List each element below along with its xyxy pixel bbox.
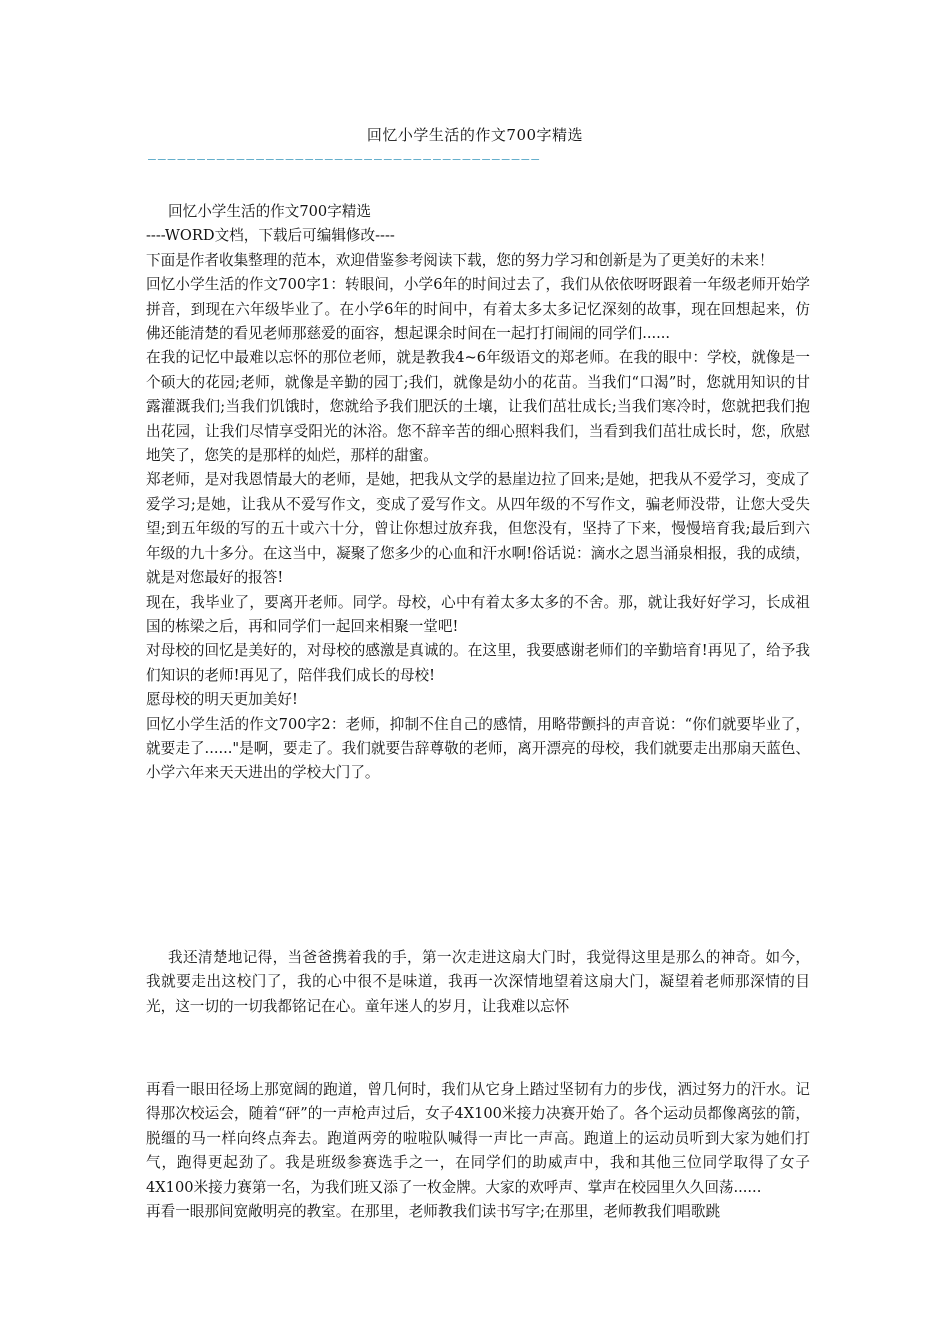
essay-1-paragraph-6: 愿母校的明天更加美好! xyxy=(146,691,298,709)
essay-2-paragraph-4: 再看一眼那间宽敞明亮的教室。在那里，老师教我们读书写字;在那里，老师教我们唱歌跳 xyxy=(146,1203,721,1221)
word-notice: ----WORD文档，下载后可编辑修改---- xyxy=(146,227,395,245)
essay-1-paragraph-1: 回忆小学生活的作文700字1：转眼间，小学6年的时间过去了，我们从依依呀呀跟着一年级老师开始学拼音，到现在六年级毕业了。在小学6年的时间中，有着太多太多记忆深刻的故事，现在回想起来，仿佛还能清楚的看见老师那慈爱的面容，想起课余时间在一起打打闹闹的同学们...... xyxy=(146,276,810,343)
essay-2-paragraph-3: 再看一眼田径场上那宽阔的跑道，曾几何时，我们从它身上踏过坚韧有力的步伐，洒过努力的汗水。记得那次校运会，随着“砰”的一声枪声过后，女子4X100米接力决赛开始了。各个运动员都像离弦的箭，脱缰的马一样向终点奔去。跑道两旁的啦啦队喊得一声比一声高。跑道上的运动员听到大家为她们打气，跑得更起劲了。我是班级参赛选手之一，在同学们的助威声中，我和其他三位同学取得了女子4X100米接力赛第一名，为我们班又添了一枚金牌。大家的欢呼声、掌声在校园里久久回荡...... xyxy=(146,1081,810,1196)
text-block-3 xyxy=(146,1078,810,1224)
intro-paragraph: 下面是作者收集整理的范本，欢迎借鉴参考阅读下载，您的努力学习和创新是为了更美好的未来！ xyxy=(146,251,774,269)
text-block-1 xyxy=(146,200,810,786)
essay-1-paragraph-2: 在我的记忆中最难以忘怀的那位老师，就是教我4~6年级语文的郑老师。在我的眼中：学校，就像是一个硕大的花园;老师，就像是辛勤的园丁;我们，就像是幼小的花苗。当我们“口渴”时，您就用知识的甘露灌溉我们;当我们饥饿时，您就给予我们肥沃的土壤，让我们茁壮成长;当我们寒冷时，您就把我们抱出花园，让我们尽情享受阳光的沐浴。您不辞辛苦的细心照料我们，当看到我们茁壮成长时，您，欣慰地笑了，您笑的是那样的灿烂，那样的甜蜜。 xyxy=(146,349,810,465)
text-block-2 xyxy=(146,946,810,1019)
doc-heading: 回忆小学生活的作文700字精选 xyxy=(168,203,371,220)
essay-2-paragraph-2: 我还清楚地记得，当爸爸携着我的手，第一次走进这扇大门时，我觉得这里是那么的神奇。如今，我就要走出这校门了，我的心中很不是味道，我再一次深情地望着这扇大门，凝望着老师那深情的目光，这一切的一切我都铭记在心。童年迷人的岁月，让我难以忘怀 xyxy=(146,949,810,1015)
page-title: 回忆小学生活的作文700字精选 xyxy=(366,126,584,144)
essay-1-paragraph-3: 郑老师，是对我恩情最大的老师，是她，把我从文学的悬崖边拉了回来;是她，把我从不爱学习，变成了爱学习;是她，让我从不爱写作文，变成了爱写作文。从四年级的不写作文，骗老师没带，让您大受失望;到五年级的写的五十或六十分，曾让你想过放弃我，但您没有，坚持了下来，慢慢培育我;最后到六年级的九十多分。在这当中，凝聚了您多少的心血和汗水啊!俗话说：滴水之恩当涌泉相报，我的成绩，就是对您最好的报答! xyxy=(146,471,810,587)
essay-1-paragraph-4: 现在，我毕业了，要离开老师。同学。母校，心中有着太多太多的不舍。那，就让我好好学习，长成祖国的栋梁之后，再和同学们一起回来相聚一堂吧! xyxy=(146,593,810,635)
essay-2-paragraph-1: 回忆小学生活的作文700字2：老师，抑制不住自己的感情，用略带颤抖的声音说：“你们就要毕业了，就要走了......"是啊，要走了。我们就要告辞尊敬的老师，离开漂亮的母校，我们就要走出那扇天蓝色、小学六年来天天进出的学校大门了。 xyxy=(146,715,810,782)
title-divider: ———————————————————————————————————————— xyxy=(148,152,542,167)
essay-1-paragraph-5: 对母校的回忆是美好的，对母校的感激是真诚的。在这里，我要感谢老师们的辛勤培育!再见了，给予我们知识的老师!再见了，陪伴我们成长的母校! xyxy=(146,642,810,684)
